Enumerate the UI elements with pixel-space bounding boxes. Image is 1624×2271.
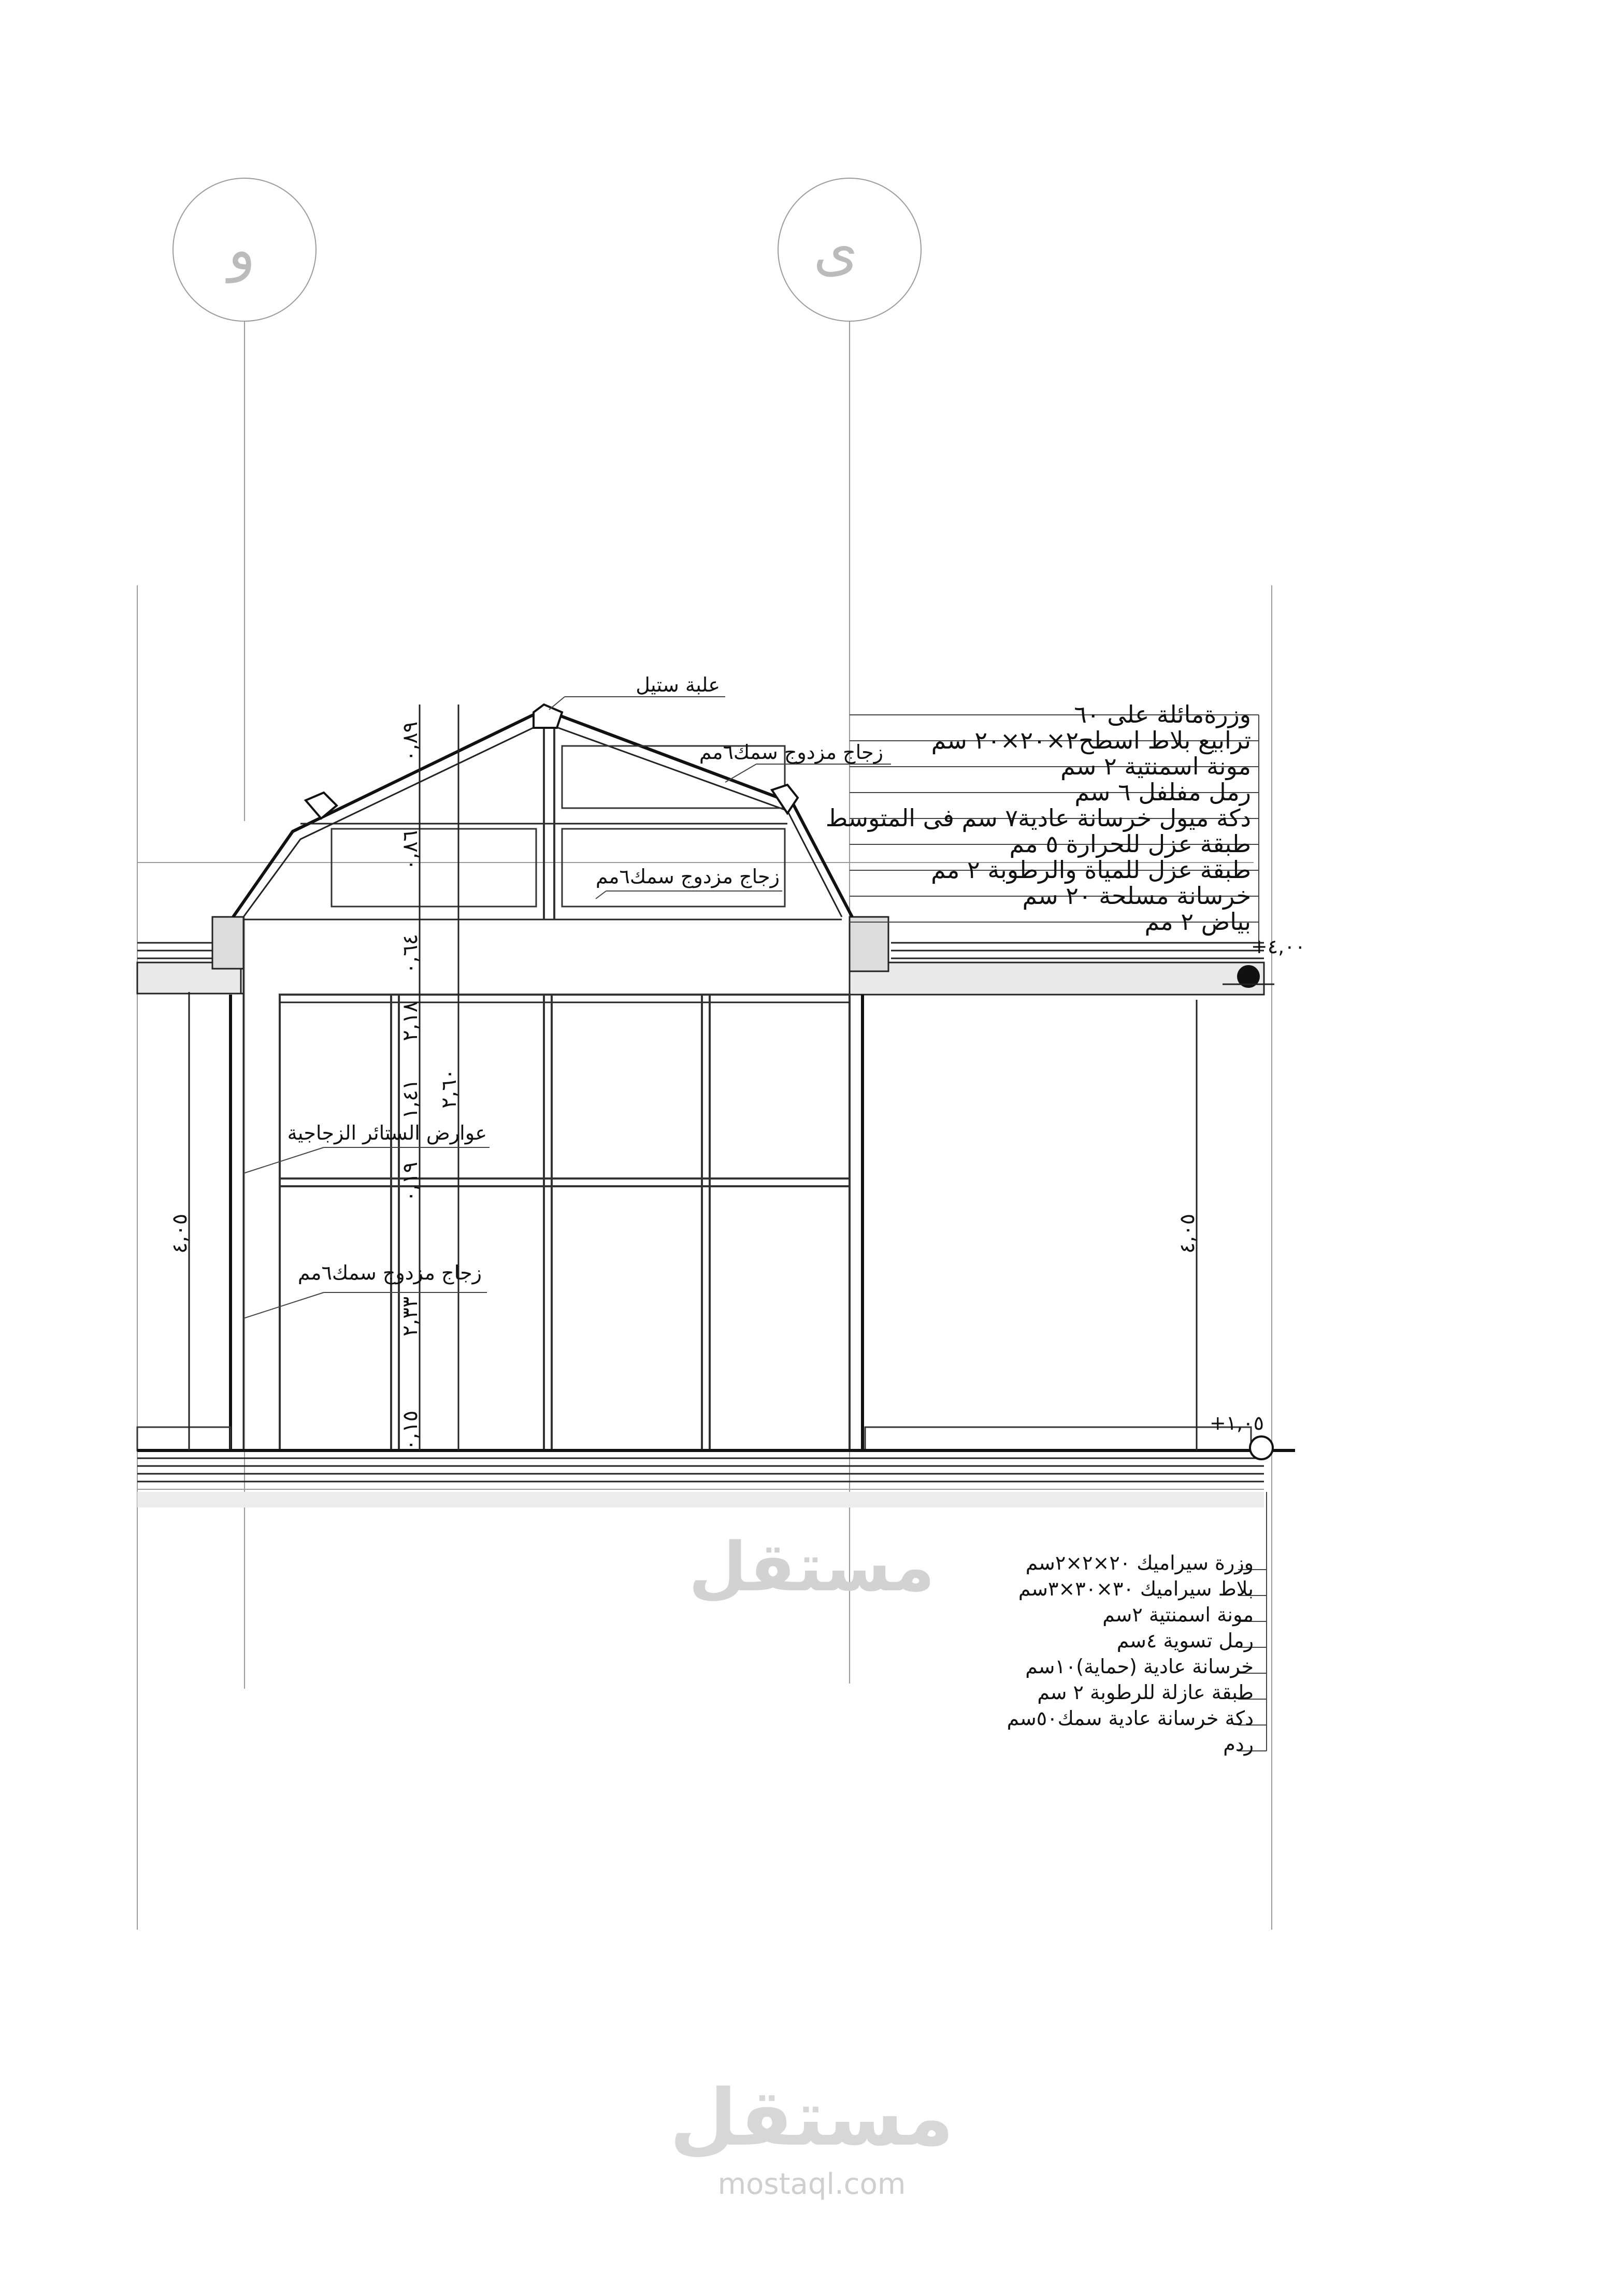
floor-buildup (137, 1427, 1295, 1507)
label-wall-glass: زجاج مزدوج سمك٦مم (297, 1261, 482, 1284)
steel-box-cap (534, 705, 562, 728)
floor-layer-8: ردم (1223, 1733, 1254, 1756)
watermark (670, 1528, 954, 2201)
dim-d3: ٠,٦٤ (398, 933, 422, 974)
roof-layer-1: وزرةمائلة على ٦٠ (1074, 700, 1251, 728)
level-floor: +١,٠٥ (1209, 1412, 1264, 1434)
label-mullions: عوارض الستائر الزجاجية (287, 1122, 487, 1144)
dim-left-height: ٤,٠٥ (168, 1213, 192, 1254)
roof-layer-2: ترابيع بلاط اسطح٢×٢٠×٢٠ سم (931, 726, 1251, 754)
dim-d2: ٠,٨٦ (398, 830, 422, 870)
dim-d1: ٠,٨٩ (398, 721, 422, 761)
roof-layer-6: طبقة عزل للحرارة ٥ مم (1009, 830, 1251, 858)
grid-axis-left (173, 178, 316, 1689)
label-glass-upper: زجاج مزدوج سمك٦مم (699, 741, 883, 764)
level-symbol-floor (1250, 1436, 1273, 1459)
label-glass-lower: زجاج مزدوج سمك٦مم (595, 865, 780, 888)
watermark-logo: مستقل (688, 1528, 935, 1606)
dim-d7: ٠,١٥ (398, 1410, 422, 1450)
dim-d5: ٠,١٩ (398, 1161, 422, 1202)
dim-d8: ٢,١٨ (398, 1001, 422, 1041)
floor-layer-1: وزرة سيراميك ٢٠×٢×٢سم (1025, 1551, 1254, 1574)
roof-layer-schedule (826, 700, 1259, 948)
roof-layer-9: بياض ٢ مم (1144, 908, 1251, 936)
watermark-url: mostaql.com (717, 2167, 906, 2201)
floor-layer-6: طبقة عازلة للرطوبة ٢ سم (1037, 1681, 1254, 1704)
curtain-wall (231, 919, 863, 1450)
grid-letter-left: و (228, 217, 256, 283)
roof-layer-3: مونة اسمنتية ٢ سم (1060, 752, 1251, 780)
dim-d4: ١,٤١ (398, 1079, 422, 1119)
roof-layer-5: دكة ميول خرسانة عادية٧ سم فى المتوسط (825, 804, 1251, 832)
roof-slab-left (137, 917, 243, 994)
floor-layer-schedule (1007, 1492, 1267, 1756)
floor-layer-5: خرسانة عادية (حماية)١٠سم (1025, 1655, 1254, 1678)
watermark-logo-bottom: مستقل (669, 2073, 954, 2163)
dim-d6: ٢,٣٣ (398, 1296, 422, 1336)
floor-layer-3: مونة اسمنتية ٢سم (1102, 1603, 1254, 1626)
label-steel-cap: علبة ستيل (636, 673, 720, 696)
dim-d9: ٢,٦٠ (437, 1068, 461, 1109)
roof-layer-8: خرسانة مسلحة ٢٠ سم (1022, 882, 1251, 910)
level-roof: +٤,٠٠ (1251, 935, 1305, 958)
floor-layer-2: بلاط سيراميك ٣٠×٣٠×٣سم (1018, 1577, 1254, 1600)
roof-layer-7: طبقة عزل للمياة والرطوبة ٢ مم (931, 856, 1251, 884)
grid-letter-right: ى (813, 217, 858, 283)
compacted-fill (137, 1492, 1264, 1507)
floor-layer-4: رمل تسوية ٤سم (1116, 1629, 1254, 1652)
roof-layer-4: رمل مفلفل ٦ سم (1074, 778, 1251, 806)
floor-layer-7: دكة خرسانة عادية سمك٥٠سم (1007, 1707, 1254, 1730)
dim-right-height: ٤,٠٥ (1175, 1213, 1199, 1254)
